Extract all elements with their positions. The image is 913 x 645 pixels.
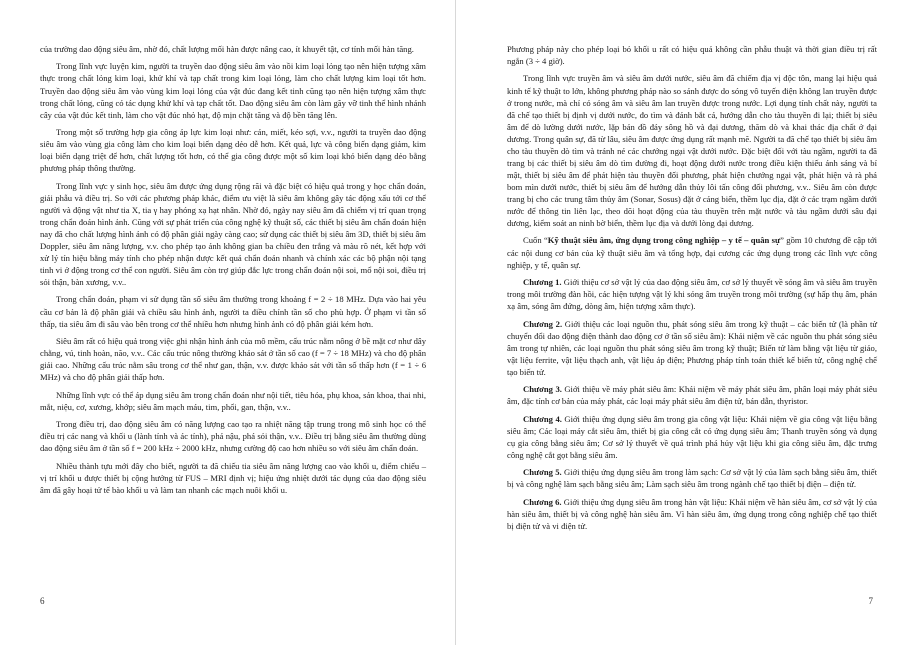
paragraph: Phương pháp này cho phép loại bỏ khối u rất có hiệu quả không cần phẫu thuật và thời gian điều trị rất ngắn (3 ÷ 4 giờ). — [507, 44, 877, 67]
chapter-text: Giới thiệu các loại nguồn thu, phát sóng siêu âm trong kỹ thuật – các biến tử (là phần tử chuyển đổi dao động điện thành dao động cơ ở tần số siêu âm): Khái niệm về các nguồn thu phát sóng siêu âm trong tự nhiên, các loại nguồn thu phát sóng siêu âm trong kỹ thuật; Biến tử làm bằng vật liệu từ giảo, vật liệu ferrite, vật liệu thạch anh, vật liệu áp điện; Phương pháp tính toán thiết kế biến tử, công nghệ chế tạo biến tử. — [507, 318, 877, 377]
paragraph: Nhiều thành tựu mới đây cho biết, người ta đã chiếu tia siêu âm năng lượng cao vào khối u, điểm chiếu – vị trí khối u được thiết bị cộng hưởng từ FUS – MRI định vị; hiệu ứng nhiệt dưới tác dụng của dao động siêu âm đã gây hoại tử tế bào khối u và làm tan nhanh các mạch nuôi khối u. — [40, 460, 426, 495]
paragraph: Trong một số trường hợp gia công áp lực kim loại như: cán, miết, kéo sợi, v.v., người ta truyền dao động siêu âm vào vùng gia công làm cho kim loại biến dạng dẻo dễ hơn. Kết quả, lực và công biến dạng giảm, kim loại biến dạng triệt để hơn, chất lượng tốt hơn, có thể gia công được một số kim loại khó biến dạng dẻo bằng phương pháp thông thường. — [40, 127, 426, 174]
paragraph: Siêu âm rất có hiệu quả trong việc ghi nhận hình ảnh của mô mềm, cấu trúc nằm nông ở bề mặt cơ như dây chằng, vú, tinh hoàn, não, v.v.. Các cấu trúc nông thường khảo sát ở tần số cao (f = 7 ÷ 18 MHz) và cho độ phân giải cao. Những cấu trúc nằm sâu trong cơ thể như gan, thận, v.v. được khảo sát với tần số thấp hơn (f = 1 ÷ 6 MHz) và cho độ phân giải thấp hơn. — [40, 335, 426, 383]
chapter-summary — [507, 276, 877, 312]
left-page-body — [40, 43, 426, 501]
chapter-text: Giới thiệu ứng dụng siêu âm trong làm sạch: Cơ sở vật lý của làm sạch bằng siêu âm, thiết bị và công nghệ làm sạch bằng siêu âm; Làm sạch siêu âm trong ngành chế tạo thiết bị điện – điện tử. — [507, 467, 877, 490]
chapter-label: Chương 3. — [523, 384, 562, 395]
book-title: Kỹ thuật siêu âm, ứng dụng trong công nghiệp – y tế – quân sự — [547, 235, 781, 246]
chapter-summary — [507, 383, 877, 407]
chapter-label: Chương 4. — [523, 413, 562, 424]
chapter-summary — [507, 496, 877, 532]
paragraph: Trong chẩn đoán, phạm vi sử dụng tần số siêu âm thường trong khoảng f = 2 ÷ 18 MHz. Dựa vào hai yêu cầu cơ bản là độ phân giải và chiều sâu hình ảnh, người ta điều chỉnh tần số cho phù hợp. Ở phạm vi tần số thấp, tia siêu âm đi sâu vào bên trong cơ thể nhiều hơn nhưng hình ảnh có độ phân giải kém hơn. — [40, 294, 426, 329]
intro-text-after: ” gồm 10 chương đề cập tới các nội dung cơ bản của kỹ thuật siêu âm và tổng hợp, đại cương các ứng dụng trong các lĩnh vực công nghiệp, y tế, quân sự. — [507, 235, 878, 270]
chapter-text: Giới thiệu ứng dụng siêu âm trong hàn vật liệu: Khái niệm về hàn siêu âm, cơ sở vật lý của hàn siêu âm, thiết bị và công nghệ hàn siêu âm. Vì hàn siêu âm, ứng dụng trong công nghiệp chế tạo thiết bị điện tử và vi điện tử. — [507, 496, 877, 531]
chapter-summary — [507, 466, 877, 490]
chapter-label: Chương 2. — [523, 318, 563, 329]
chapter-label: Chương 5. — [523, 467, 562, 478]
book-intro-paragraph — [507, 234, 877, 270]
paragraph: Trong điều trị, dao động siêu âm có năng lượng cao tạo ra nhiệt năng tập trung trong mô sinh học có thể điều trị các nang và khối u (lành tính và ác tính), phá nậu, phá sỏi thận, v.v.. Điều trị bằng siêu âm thường dùng dao động siêu âm ở tần số f = 200 kHz ÷ 2000 kHz, nhưng cường độ cao hơn nhiều so với siêu âm chẩn đoán. — [40, 419, 426, 454]
page-number: 7 — [868, 596, 873, 606]
page-number: 6 — [40, 596, 45, 606]
paragraph: của trường dao động siêu âm, nhờ đó, chất lượng mối hàn được nâng cao, ít khuyết tật, cơ tính mối hàn tăng. — [40, 44, 414, 54]
chapter-label: Chương 6. — [523, 496, 562, 507]
right-page — [456, 0, 913, 645]
left-page — [0, 0, 456, 645]
chapter-text: Giới thiệu về máy phát siêu âm: Khái niệm về máy phát siêu âm, phân loại máy phát siêu âm, đặc tính cơ bản của máy phát, các loại máy phát siêu âm điện tử, bán dẫn, thyristor. — [507, 384, 877, 407]
chapter-label: Chương 1. — [523, 277, 562, 288]
paragraph: Trong lĩnh vực luyện kim, người ta truyền dao động siêu âm vào nồi kim loại lỏng tạo nên hiện tượng xâm thực trong chất lỏng kim loại, khử khí và tạp chất trong kim loại lỏng, làm cho chất lượng kim loại tốt hơn. Truyền dao động siêu âm vào vùng kim loại lỏng của vật đúc đang kết tinh cũng tạo nên hiện tượng xâm thực trong chất lỏng, cũng có tác dụng khử khí và tạp chất tốt. Dao động siêu âm còn làm gãy vỡ tinh thể hình nhánh cây của vật đúc kết tinh, làm cho vật đúc nhỏ hạt, độ mịn chặt tăng và độ bền tăng lên. — [40, 61, 426, 120]
right-page-body — [507, 43, 877, 537]
chapter-summary — [507, 413, 877, 461]
chapter-summary — [507, 318, 877, 378]
paragraph: Trong lĩnh vực truyền âm và siêu âm dưới nước, siêu âm đã chiếm địa vị độc tôn, mang lại hiệu quả kinh tế kỹ thuật to lớn, không phương pháp nào so sánh được do sóng vô tuyến điện không lan truyền được ở trong nước, mà chỉ có sóng âm và siêu âm lan truyền được trong nước. Lợi dụng tính chất này, người ta đã chế tạo thiết bị định vị dưới nước, đo tìm và đánh bắt cá, hướng dẫn cho tàu thuyền đi lại; thiết bị siêu âm để dò lường dưới nước, lặp bản đồ đáy sông hồ và đại dương, thăm dò và khai thác địa chất ở đại dương. Trong quân sự, đã từ lâu, siêu âm được ứng dụng rất mạnh mẽ. Người ta đã chế tạo thiết bị siêu âm cho tàu thuyền dò tìm và tránh né các chướng ngại vật dưới nước. Đặc biệt đối với tàu ngầm, người ta đã trang bị các thiết bị siêu âm dò tìm đường đi, hoạt động dưới nước trong điều kiện thiếu ánh sáng và bí mật, thiết bị siêu âm để phát hiện tàu thuyền đối phương, phát hiện chướng ngại vật, phát hiện và rà phá bom mìn dưới nước, thiết bị siêu âm để hướng dẫn thủy lôi tấn công đối phương, v.v.. Siêu âm còn được trang bị cho các trung tâm thủy âm (Sonar, Sosus) đặt ở cảng biển, thềm lục địa, đặt ở các trạm ngầm dưới nước để thông tin liên lạc, theo dõi hoạt động của tàu thuyền trên mặt nước và tàu ngầm dưới sâu đại dương, kiểm soát an ninh bờ biển, thềm lục địa và dưới lòng đại dương. — [507, 73, 877, 229]
paragraph: Những lĩnh vực có thể áp dụng siêu âm trong chẩn đoán như nội tiết, tiêu hóa, phụ khoa, sản khoa, thai nhi, mắt, niệu, cơ, xương, khớp; siêu âm mạch máu, tim, phổi, gan, thận, v.v.. — [40, 389, 426, 412]
intro-text-before: Cuốn “ — [523, 235, 548, 246]
chapter-text: Giới thiệu cơ sở vật lý của dao động siêu âm, cơ sở lý thuyết về sóng âm và siêu âm truyền trong môi trường đàn hồi, các hiện tượng vật lý khi sóng âm truyền trong môi trường (sự hấp thụ âm, phản xạ âm, sóng âm đứng, dòng âm, hiện tượng xâm thực). — [507, 277, 877, 312]
paragraph: Trong lĩnh vực y sinh học, siêu âm được ứng dụng rộng rãi và đặc biệt có hiệu quả trong y học chẩn đoán, giải phẫu và điều trị. So với các phương pháp khác, điểm ưu việt là siêu âm không gây tác động xấu tới cơ thể người và động vật như tia X, tia γ hay phóng xạ hạt nhân. Nhờ đó, ngày nay siêu âm đã chiếm vị trí quan trọng trong chẩn đoán hình ảnh. Cũng với sự phát triển của công nghệ kỹ thuật số, các thiết bị siêu âm chẩn đoán hiện nay đã cho chất lượng hình ảnh có độ phân giải ngày càng cao; sử dụng các thiết bị siêu âm 3D, thiết bị siêu âm Doppler, siêu âm năng lượng, v.v. cho phép tạo ảnh không gian ba chiều đen trắng và màu rõ nét, kết hợp với xử lý tín hiệu bằng máy tính cho phép nhận được kết quả chẩn đoán nhanh và chính xác các bộ phận nội tạng tinh vi ở động trong cơ thể con người. Siêu âm còn trợ giúp đắc lực trong chẩn đoán nội soi, mổ nội soi, điều trị sỏi thận, bàn xương, v.v.. — [40, 180, 426, 288]
chapter-text: Giới thiệu ứng dụng siêu âm trong gia công vật liệu: Khái niệm về gia công vật liệu bằng siêu âm; Các loại máy cắt siêu âm, thiết bị gia công cắt có ứng dụng siêu âm; Thanh truyền sóng và dụng cụ gia công bằng siêu âm; Cơ sở lý thuyết về quá trình phá hủy vật liệu khi gia công siêu âm, đặc trưng công nghệ cắt gọt bằng siêu âm. — [507, 413, 877, 460]
